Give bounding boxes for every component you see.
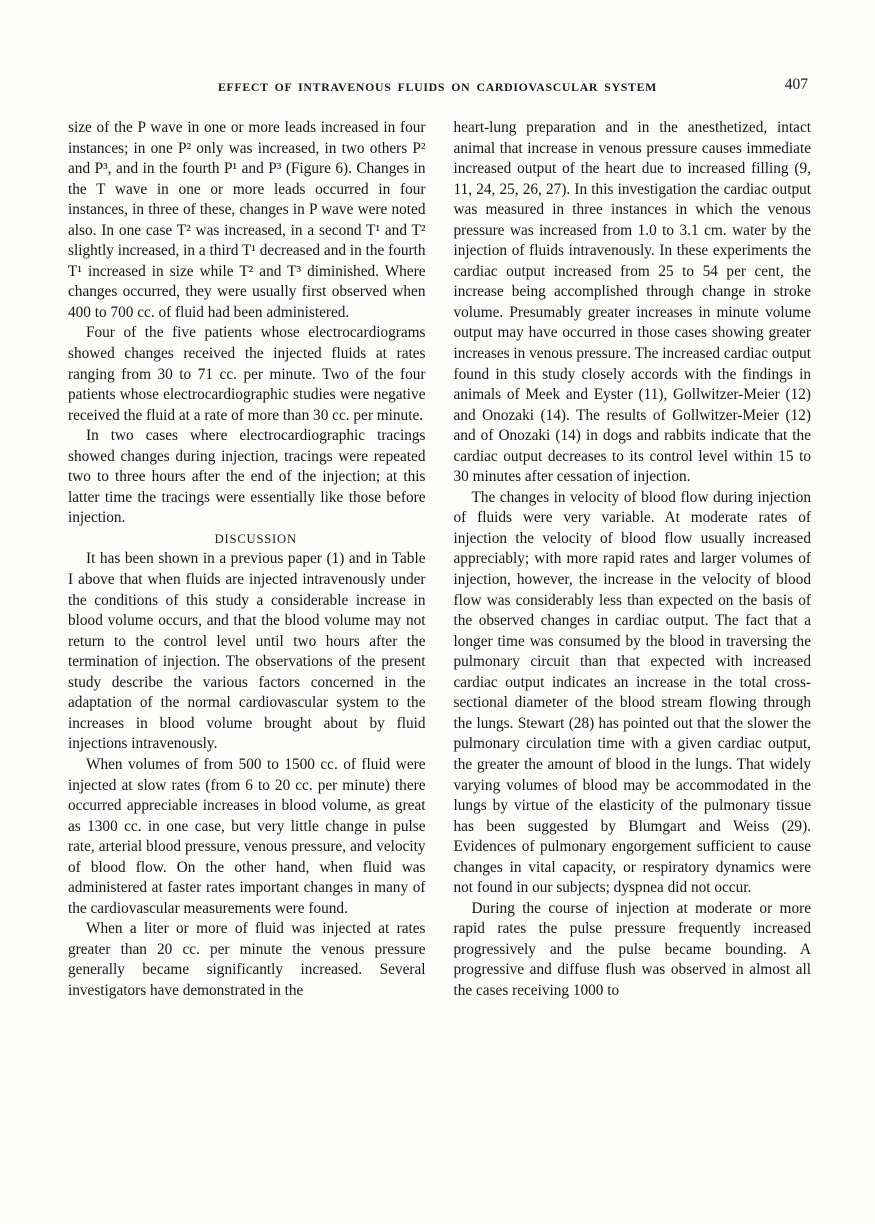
left-column: [68, 118, 426, 1002]
paragraph-volumes-slow-rates: When volumes of from 500 to 1500 cc. of fluid were injected at slow rates (from 6 to 20 cc. per minute) there occurred appreciable increases in blood volume, as great as 1300 cc. in one case, but very little change in pulse rate, arterial blood pressure, venous pressure, and velocity of blood flow. On the other hand, when fluid was administered at faster rates important changes in many of the cardiovascular measurements were found.: [68, 755, 426, 917]
paragraph-heart-lung-preparation: heart-lung preparation and in the anesthetized, intact animal that increase in venous pressure causes immediate increased output of the heart due to increased filling (9, 11, 24, 25, 26, 27). In this investigation the cardiac output was measured in three instances in which the venous pressure was increased from 1.0 to 3.1 cm. water by the injection of fluids intravenously. In these experiments the cardiac output increased from 25 to 54 per cent, the increase being accomplished through change in stroke volume. Presumably greater increases in minute volume output may have occurred in those cases showing greater increases in venous pressure. The increased cardiac output found in this study closely accords with the findings in animals of Meek and Eyster (11), Gollwitzer-Meier (12) and Onozaki (14). The results of Gollwitzer-Meier (12) and of Onozaki (14) in dogs and rabbits indicate that the cardiac output decreases to its control level within 15 to 30 minutes after cessation of injection.: [453, 119, 811, 486]
paragraph-p-wave-continuation: size of the P wave in one or more leads increased in four instances; in one P² only was increased, in two others P² and P³, and in the fourth P¹ and P³ (Figure 6). Changes in the T wave in one or more leads occurred in four instances, in three of these, changes in P wave were noted also. In one case T² was increased, in a second T¹ and T² slightly increased, in a third T¹ decreased and in the fourth T¹ increased in size while T² and T³ diminished. Where changes occurred, they were usually first observed when 400 to 700 cc. of fluid had been administered.: [68, 119, 426, 321]
paragraph-previous-paper: It has been shown in a previous paper (1) and in Table I above that when fluids are injected intravenously under the conditions of this study a considerable increase in blood volume occurs, and that the blood volume may not return to the control level until two hours after the termination of injection. The observations of the present study describe the various factors concerned in the adaptation of the normal cardiovascular system to the increases in blood volume brought about by fluid injections intravenously.: [68, 550, 426, 753]
paragraph-patients-rates: Four of the five patients whose electrocardiograms showed changes received the injected fluids at rates ranging from 30 to 71 cc. per minute. Two of the four patients whose electrocardiographic studies were negative received the fluid at a rate of more than 30 cc. per minute.: [68, 324, 426, 424]
paragraph-during-course-injection: During the course of injection at moderate or more rapid rates the pulse pressure frequently increased progressively and the pulse became bounding. A progressive and diffuse flush was observed in almost all the cases receiving 1000 to: [453, 899, 811, 999]
section-heading-discussion: DISCUSSION: [214, 531, 297, 546]
paragraph-velocity-blood-flow: The changes in velocity of blood flow during injection of fluids were very variable. At moderate rates of injection the velocity of blood flow usually increased appreciably; with more rapid rates and larger volumes of injection, however, the increase in the velocity of blood flow was considerably less than expected on the basis of the observed changes in cardiac output. The fact that a longer time was consumed by the blood in traversing the pulmonary circuit than that expected with increased cardiac output indicates an increase in the total cross-sectional diameter of the blood stream flowing through the lungs. Stewart (28) has pointed out that the slower the pulmonary circulation time with a given cardiac output, the greater the amount of blood in the lungs. That widely varying volumes of blood may be accommodated in the lungs by virtue of the elasticity of the pulmonary tissue has been suggested by Blumgart and Weiss (29). Evidences of pulmonary engorgement sufficient to cause changes in vital capacity, or respiratory dynamics were not found in our subjects; dyspnea did not occur.: [453, 488, 811, 897]
two-column-body: [68, 118, 811, 1002]
paragraph-liter-or-more: When a liter or more of fluid was injected at rates greater than 20 cc. per minute the venous pressure generally became significantly increased. Several investigators have demonstrated in the: [68, 920, 426, 999]
page-number: 407: [784, 76, 808, 93]
page-header: [0, 76, 875, 100]
paragraph-two-cases-tracings: In two cases where electrocardiographic tracings showed changes during injection, tracings were repeated two to three hours after the end of the injection; at this latter time the tracings were essentially like those before injection.: [68, 427, 426, 527]
running-head: EFFECT OF INTRAVENOUS FLUIDS ON CARDIOVASCULAR SYSTEM: [217, 80, 658, 94]
right-column: [454, 118, 812, 1002]
